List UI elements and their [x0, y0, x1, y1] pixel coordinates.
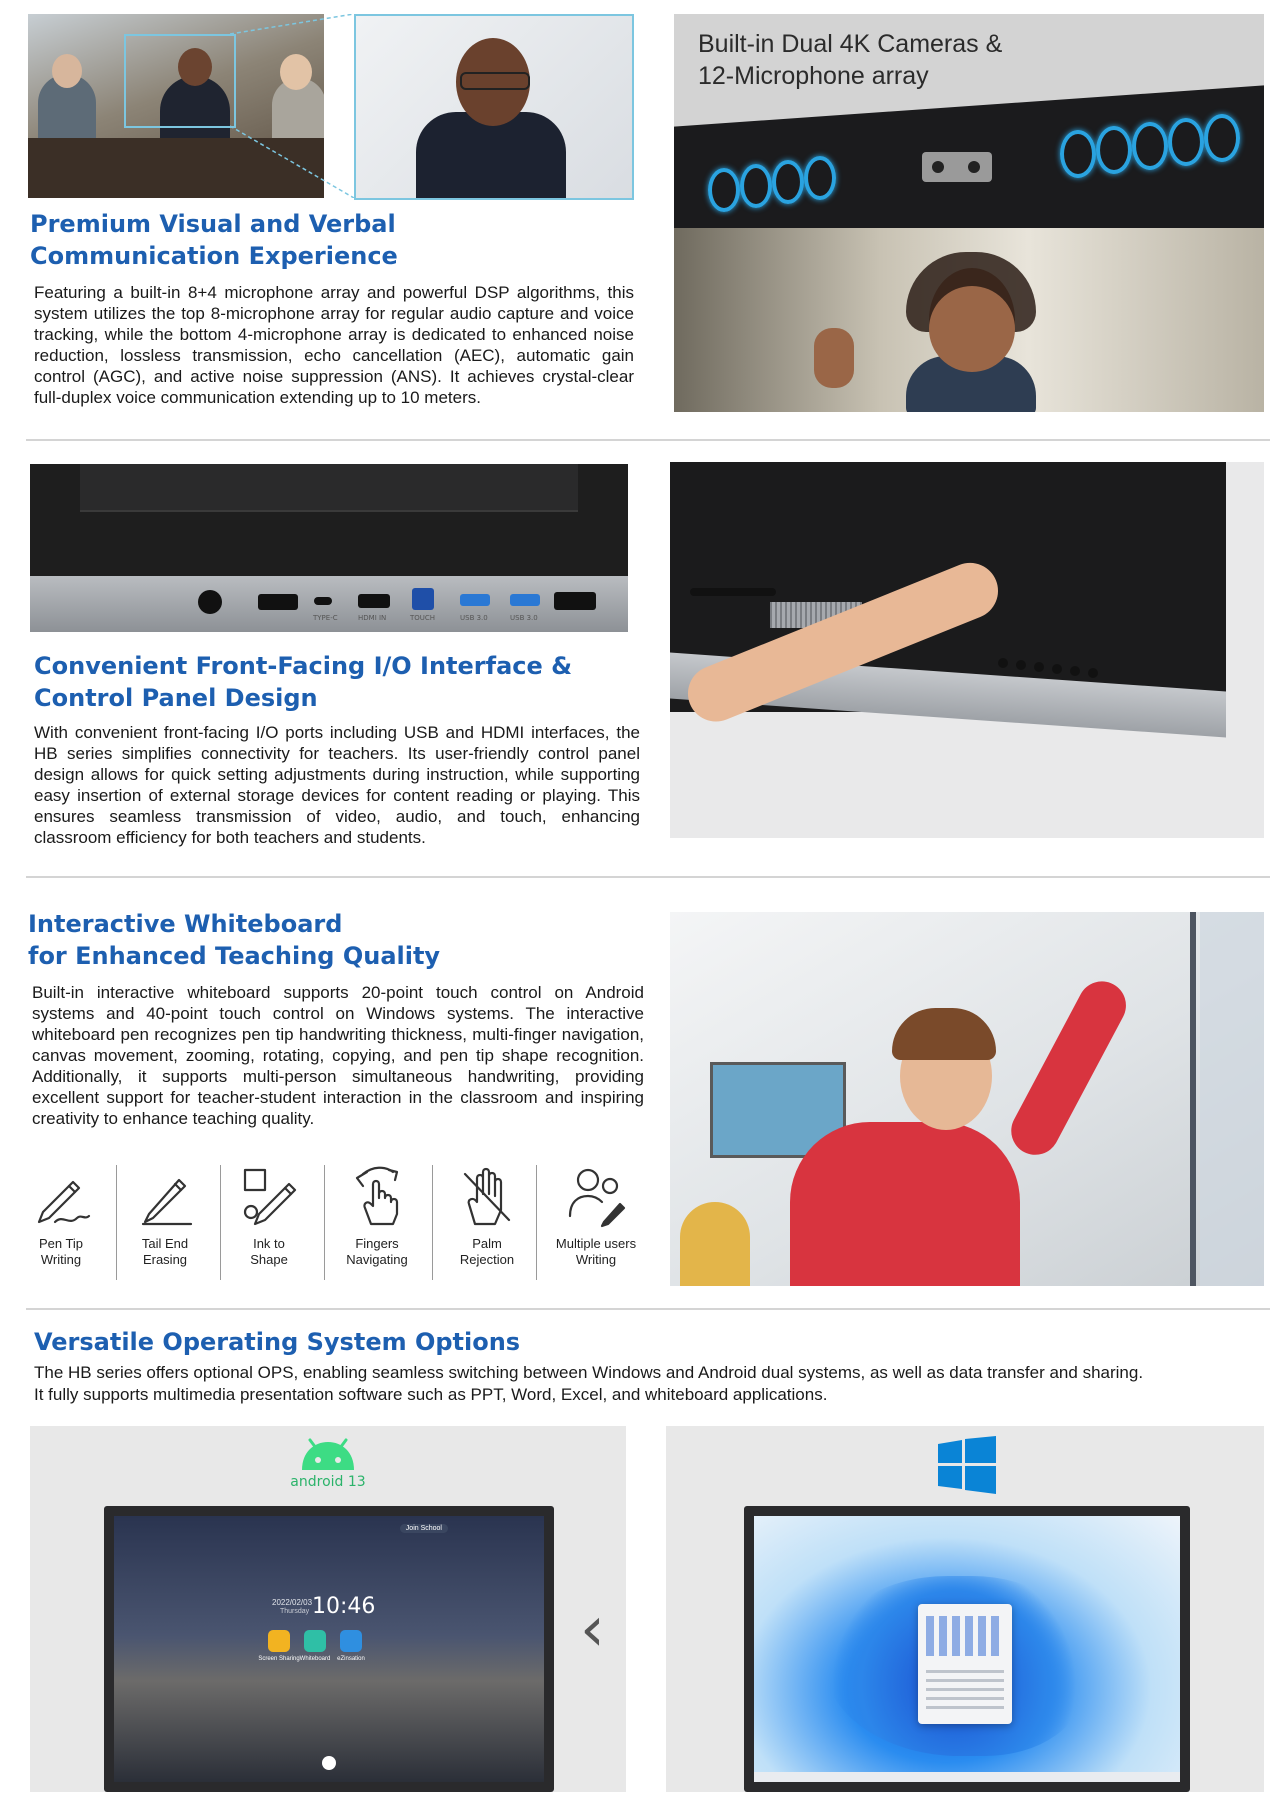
section-divider: [26, 439, 1270, 441]
feature-pen-tip-writing: [16, 1164, 106, 1268]
app-label: Screen Sharing: [258, 1656, 300, 1662]
camera-caption-line1: Built-in Dual 4K Cameras &: [698, 30, 1003, 58]
feature-separator: [116, 1165, 117, 1280]
section1-heading-line2: Communication Experience: [30, 242, 398, 270]
dual-camera-module: [922, 152, 992, 182]
ink-to-shape-icon: [237, 1164, 301, 1228]
control-button-icon: [1034, 662, 1044, 672]
port-label: USB 3.0: [510, 614, 538, 622]
microphone-ring-icon: [1060, 130, 1096, 178]
microphone-ring-icon: [740, 164, 772, 208]
section2-heading-line2: Control Panel Design: [34, 684, 318, 712]
feature-multiple-users-writing: [546, 1164, 646, 1268]
prev-chevron-icon[interactable]: ‹: [580, 1592, 605, 1665]
palm-icon: [455, 1164, 519, 1228]
taskbar[interactable]: [754, 1772, 1180, 1782]
section2-heading-line1: Convenient Front-Facing I/O Interface &: [34, 652, 573, 680]
android-screen: [114, 1516, 544, 1782]
feature-fingers-navigating: [332, 1164, 422, 1268]
windows-display-panel: [666, 1426, 1264, 1792]
classroom-whiteboard-photo: [670, 912, 1264, 1286]
control-button-icon: [1016, 660, 1026, 670]
control-button-icon: [1052, 664, 1062, 674]
app-label: eZinsation: [337, 1656, 365, 1662]
feature-label: Pen Tip Writing: [38, 1236, 84, 1267]
android-day: Thursday: [280, 1608, 310, 1615]
android-clock: 10:46: [312, 1594, 376, 1619]
port-label: TOUCH: [410, 614, 436, 622]
feature-tail-end-erasing: [120, 1164, 210, 1268]
android-top-bar: Join School: [400, 1524, 448, 1533]
section-divider: [26, 876, 1270, 878]
section4-heading: Versatile Operating System Options: [34, 1328, 521, 1356]
camera-caption-line2: 12-Microphone array: [698, 62, 929, 90]
zoom-connector-lines: [230, 14, 360, 198]
feature-ink-to-shape: [224, 1164, 314, 1268]
section3-heading-line1: Interactive Whiteboard: [28, 910, 343, 938]
feature-label: Multiple users Writing: [555, 1236, 637, 1267]
section1-heading-line1: Premium Visual and Verbal: [30, 210, 396, 238]
feature-label: Fingers Navigating: [346, 1236, 408, 1267]
camera-microphone-panel: [674, 14, 1264, 412]
control-button-icon: [1088, 668, 1098, 678]
microphone-ring-icon: [1168, 118, 1204, 166]
microphone-ring-icon: [772, 160, 804, 204]
section4-body-line2: It fully supports multimedia presentation software such as PPT, Word, Excel, and whiteboard applications.: [34, 1385, 828, 1404]
feature-separator: [432, 1165, 433, 1280]
start-menu[interactable]: [918, 1604, 1012, 1724]
microphone-ring-icon: [1132, 122, 1168, 170]
app-screen-sharing-icon[interactable]: [268, 1630, 290, 1652]
finger-gesture-icon: [345, 1164, 409, 1228]
home-button-icon[interactable]: [322, 1756, 336, 1770]
section3-body: Built-in interactive whiteboard supports 20-point touch control on Android systems and 40-point touch control on Windows systems. The interactive whiteboard pen recognizes pen tip handwriting thickness, multi-finger navigation, canvas movement, zooming, rotating, copying, and pen tip shape recognition. Additionally, it supports multi-person simultaneous handwriting, providing excellent support for teacher-student interaction in the classroom and inspiring creativity to enhance teaching quality.: [32, 983, 644, 1128]
control-panel-touch-photo: [670, 462, 1264, 838]
port-label: USB 3.0: [460, 614, 488, 622]
app-label: Whiteboard: [299, 1656, 331, 1662]
port-label: TYPE-C: [313, 614, 338, 622]
android-logo-icon: [296, 1436, 360, 1472]
feature-separator: [220, 1165, 221, 1280]
power-button-icon: [198, 590, 222, 614]
feature-separator: [536, 1165, 537, 1280]
microphone-ring-icon: [1204, 114, 1240, 162]
pen-tip-icon: [29, 1164, 93, 1228]
app-whiteboard-icon[interactable]: [304, 1630, 326, 1652]
port-label: HDMI IN: [358, 614, 387, 622]
feature-palm-rejection: [442, 1164, 532, 1268]
feature-label: Palm Rejection: [459, 1236, 515, 1267]
android-version-label: android 13: [290, 1474, 366, 1490]
control-button-icon: [1070, 666, 1080, 676]
section1-body: Featuring a built-in 8+4 microphone array and powerful DSP algorithms, this system utilizes the top 8-microphone array for regular audio capture and voice tracking, while the bottom 4-microphone array is dedicated to enhanced noise reduction, lossless transmission, echo cancellation (AEC), automatic gain control (AGC), and active noise suppression (ANS). It achieves crystal-clear full-duplex voice communication extending up to 10 meters.: [34, 283, 634, 407]
multi-user-icon: [564, 1164, 628, 1228]
android-date: 2022/02/03: [272, 1598, 313, 1607]
feature-label: Tail End Erasing: [141, 1236, 189, 1267]
android-display-panel: [30, 1426, 626, 1792]
app-ezinsation-icon[interactable]: [340, 1630, 362, 1652]
video-call-screen: [674, 228, 1264, 412]
microphone-ring-icon: [804, 156, 836, 200]
feature-label: Ink to Shape: [250, 1236, 288, 1267]
feature-separator: [324, 1165, 325, 1280]
microphone-ring-icon: [1096, 126, 1132, 174]
front-io-ports-photo: [30, 464, 628, 632]
windows-logo-icon: [938, 1436, 996, 1494]
section2-body: With convenient front-facing I/O ports including USB and HDMI interfaces, the HB series simplifies connectivity for teachers. Its user-friendly control panel design allows for quick setting adjustments during instruction, while supporting easy insertion of external storage devices for content reading or playing. This ensures seamless transmission of video, audio, and touch, enhancing classroom efficiency for both teachers and students.: [34, 723, 640, 847]
windows-screen: [754, 1516, 1180, 1782]
section-divider: [26, 1308, 1270, 1310]
section4-body-line1: The HB series offers optional OPS, enabling seamless switching between Windows and Android dual systems, as well as data transfer and sharing.: [34, 1363, 1144, 1382]
microphone-ring-icon: [708, 168, 740, 212]
eraser-pen-icon: [133, 1164, 197, 1228]
section3-heading-line2: for Enhanced Teaching Quality: [28, 942, 441, 970]
student-red-hoodie: [790, 1122, 1020, 1286]
control-button-icon: [998, 658, 1008, 668]
speaker-closeup-photo: [354, 14, 634, 200]
